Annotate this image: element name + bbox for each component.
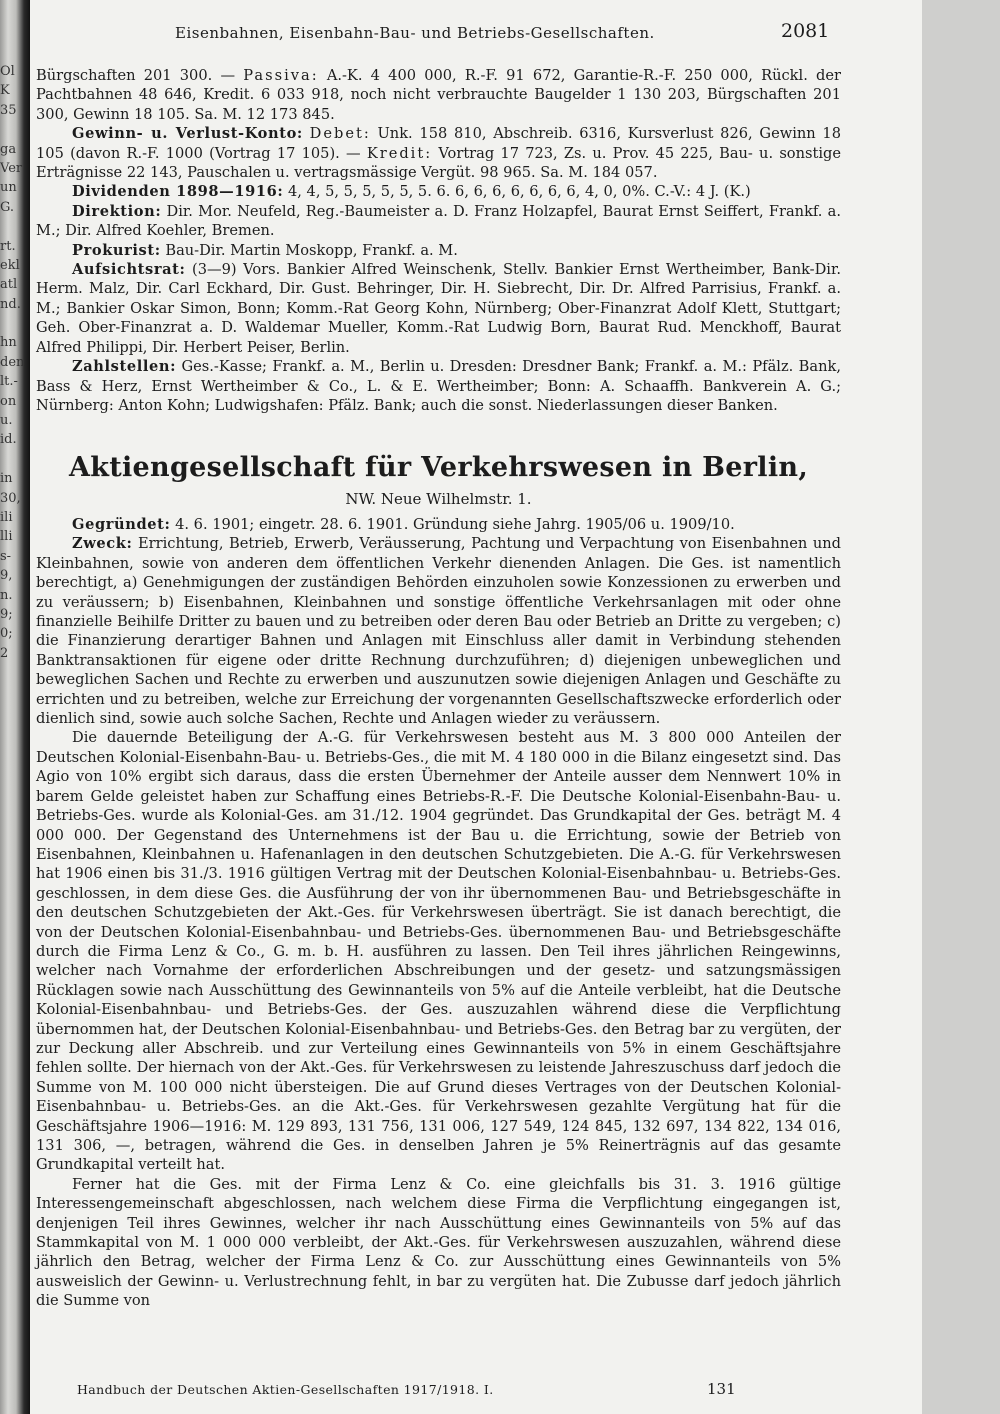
running-head: Eisenbahnen, Eisenbahn-Bau- und Betriebs-Gesellschaften. xyxy=(175,24,655,42)
previous-column-fragment: s- xyxy=(0,548,12,564)
previous-column-fragment: nd. xyxy=(0,296,21,312)
previous-column-fragment xyxy=(0,450,28,469)
previous-column-fragment: 35 xyxy=(0,102,17,118)
previous-column-fragment: 0; xyxy=(0,626,13,642)
previous-column-fragment: 30, xyxy=(0,490,21,506)
passiva-label: Passiva: xyxy=(243,67,319,84)
beteiligung-paragraph: Die dauernde Beteiligung der A.-G. für Verkehrswesen besteht aus M. 3 800 000 Anteilen der Deutschen Kolonial-Eisenbahn-Bau- u. Betriebs-Ges., die mit M. 4 180 000 in die Bilanz eingesetzt sind. Das Agio von 10% ergibt sich daraus, dass die ersten Übernehmer der Anteile ausser dem Nennwert 10% in barem Gelde geleistet haben zur Schaffung eines Betriebs-R.-F. Die Deutsche Kolonial-Eisenbahn-Bau- u. Betriebs-Ges. wurde als Kolonial-Ges. am 31./12. 1904 gegründet. Das Grundkapital der Ges. beträgt M. 4 000 000. Der Gegenstand des Unternehmens ist der Bau u. die Errichtung, sowie der Betrieb von Eisenbahnen, Kleinbahnen u. Hafenanlagen in den deutschen Schutzgebieten. Die A.-G. für Verkehrswesen hat 1906 einen bis 31./3. 1916 gültigen Vertrag mit der Deutschen Kolonial-Eisenbahnbau- u. Betriebs-Ges. geschlossen, in dem diese Ges. die Ausführung der von ihr übernommenen Bau- und Betriebsgeschäfte in den deutschen Schutzgebieten der Akt.-Ges. für Verkehrswesen überträgt. Sie ist danach berechtigt, die von der Deutschen Kolonial-Eisenbahnbau- und Betriebs-Ges. übernommenen Bau- und Betriebsgeschäfte durch die Firma Lenz & Co., G. m. b. H. ausführen zu lassen. Den Teil ihres jährlichen Reingewinns, welcher nach Vornahme der erforderlichen Abschreibungen und der gesetz- und satzungsmässigen Rücklagen sowie nach Ausschüttung des Gewinnanteils von 5% auf die Anteile verbleibt, hat die Deutsche Kolonial-Eisenbahnbau- und Betriebs-Ges. der Ges. auszuzahlen während diese die Verpflichtung übernommen hat, der Deutschen Kolonial-Eisenbahnbau- und Betriebs-Ges. den Betrag bar zu vergüten, der zur Deckung aller Abschreib. und zur Verteilung eines Gewinnanteils von 5% in einem Geschäftsjahre fehlen sollte. Der hiernach von der Akt.-Ges. für Verkehrswesen zu leistende Jahreszuschuss darf jedoch die Summe von M. 100 000 nicht übersteigen. Die auf Grund dieses Vertrages von der Deutschen Kolonial-Eisenbahnbau- u. Betriebs-Ges. an die Akt.-Ges. für Verkehrswesen gezahlte Vergütung hat für die Geschäftsjahre 1906—1916: M. 129 893, 131 756, 131 006, 127 549, 124 845, 132 697, 134 822, 134 016, 131 306, —, betragen, während die Ges. in denselben Jahren je 5% Reinerträgnis auf das gesamte Grundkapital verteilt hat. xyxy=(36,729,842,1174)
direktion-paragraph: Direktion: Dir. Mor. Neufeld, Reg.-Baumeister a. D. Franz Holzapfel, Baurat Ernst Seiffert, Frankf. a. M.; Dir. Alfred Koehler, Bremen. xyxy=(36,202,841,240)
page-number: 2081 xyxy=(781,20,830,42)
previous-column-fragment: id. xyxy=(0,432,17,448)
previous-column-fragment: in xyxy=(0,471,13,487)
prokurist-paragraph: Prokurist: Bau-Dir. Martin Moskopp, Frankf. a. M. xyxy=(72,241,458,259)
previous-column-fragment: den xyxy=(0,354,25,370)
previous-column-fragment xyxy=(0,120,28,139)
zweck-paragraph: Zweck: Errichtung, Betrieb, Erwerb, Veräusserung, Pachtung und Verpachtung von Eisenbahnen und Kleinbahnen, sowie von anderen dem öffentlichen Verkehr dienenden Anlagen. Die Ges. ist namentlich berechtigt, a) Genehmigungen der zuständigen Behörden einzuholen sowie Konzessionen zu erwerben und zu veräussern; b) Eisenbahnen, Kleinbahnen und sonstige öffentliche Verkehrsanlagen mit oder ohne finanzielle Beihilfe Dritter zu bauen und zu betreiben oder deren Bau oder Betrieb an Dritte zu vergeben; c) die Finanzierung derartiger Bahnen und Anlagen mit Einschluss aller damit in Verbindung stehenden Banktransaktionen für eigene oder dritte Rechnung durchzuführen; d) diejenigen unbeweglichen und beweglichen Sachen und Rechte zu erwerben und auszunutzen sowie diejenigen Anlagen und Geschäfte zu errichten und zu betreiben, welche zur Erreichung der vorgenannten Gesellschaftszwecke erforderlich oder dienlich sind, sowie auch solche Sachen, Rechte und Anlagen wieder zu veräussern. xyxy=(36,535,841,728)
previous-column-fragment: on xyxy=(0,393,17,409)
previous-column-fragment: Ver xyxy=(0,160,23,176)
company-address: NW. Neue Wilhelmstr. 1. xyxy=(345,490,532,508)
previous-column-fragment xyxy=(0,314,28,333)
previous-column-fragment: lli xyxy=(0,529,13,545)
previous-column-fragment: ekl xyxy=(0,257,20,273)
gv-label: Gewinn- u. Verlust-Konto: xyxy=(72,125,303,143)
previous-column-fragment: u. xyxy=(0,413,13,429)
previous-column-fragment xyxy=(0,217,28,236)
dividenden-paragraph: Dividenden 1898—1916: 4, 4, 5, 5, 5, 5, 5, 5. 6. 6, 6, 6, 6, 6, 6, 6, 4, 0, 0%. C.-V.: 4 J. (K.) xyxy=(72,183,751,201)
scan-background xyxy=(922,0,1000,1414)
company-entry xyxy=(36,515,841,1311)
previous-column-fragment: n. xyxy=(0,587,13,603)
previous-column-fragment: 9; xyxy=(0,606,13,622)
company-title: Aktiengesellschaft für Verkehrswesen in Berlin, xyxy=(68,452,809,483)
gegruendet-paragraph: Gegründet: 4. 6. 1901; eingetr. 28. 6. 1901. Gründung siehe Jahrg. 1905/06 u. 1909/10. xyxy=(72,516,735,533)
previous-column-fragment: Ol xyxy=(0,64,15,79)
previous-column-fragment: ili xyxy=(0,509,13,525)
previous-column-fragment: 9, xyxy=(0,568,13,584)
previous-column-fragment: atl xyxy=(0,277,18,293)
gv-konto-paragraph: Gewinn- u. Verlust-Konto: Debet: Unk. 158 810, Abschreib. 6316, Kursverlust 826, Gewinn 18 105 (davon R.-F. 1000 (Vortrag 17 105). — Kredit: Vortrag 17 723, Zs. u. Prov. 45 225, Bau- u. sonstige Erträgnisse 22 143, Pauschalen u. vertragsmässige Vergüt. 98 965. Sa. M. 184 057. xyxy=(36,125,841,182)
previous-column-fragment: un xyxy=(0,180,17,196)
interessengemeinschaft-paragraph: Ferner hat die Ges. mit der Firma Lenz & Co. eine gleichfalls bis 31. 3. 1916 gültige Interessengemeinschaft abgeschlossen, nach welchem diese Firma die Verpflichtung eingegangen ist, denjenigen Teil ihres Gewinnes, welcher ihr nach Ausschüttung eines Gewinnanteils von 5% auf das Stammkapital von M. 1 000 000 verbleibt, der Akt.-Ges. für Verkehrswesen auszuzahlen, während diese jährlich den Betrag, welcher der Firma Lenz & Co. zur Ausschüttung eines Gewinnanteils von 5% ausweislich der Gewinn- u. Verlustrechnung fehlt, in bar zu vergüten hat. Die Zubusse darf jedoch jährlich die Summe von xyxy=(36,1175,841,1310)
aufsichtsrat-paragraph: Aufsichtsrat: (3—9) Vors. Bankier Alfred Weinschenk, Stellv. Bankier Ernst Wertheimber, Bank-Dir. Herm. Malz, Dir. Carl Eckhard, Dir. Gust. Behringer, Dir. H. Siebrecht, Dir. Dr. Alfred Parrisius, Frankf. a. M.; Bankier Oskar Simon, Bonn; Komm.-Rat Georg Kohn, Nürnberg; Ober-Finanzrat Adolf Klett, Stuttgart; Geh. Ober-Finanzrat a. D. Waldemar Mueller, Komm.-Rat Ludwig Born, Baurat Rud. Menckhoff, Baurat Alfred Philippi, Dir. Herbert Peiser, Berlin. xyxy=(36,261,841,356)
previous-company-entry xyxy=(36,66,841,415)
previous-column-fragment: 2 xyxy=(0,645,9,661)
passiva-paragraph: Bürgschaften 201 300. — Passiva: A.-K. 4 400 000, R.-F. 91 672, Garantie-R.-F. 250 000, Rückl. der Pachtbahnen 48 646, Kredit. 6 033 918, noch nicht verbrauchte Baugelder 1 130 203, Bürgschaften 201 300, Gewinn 18 105. Sa. M. 12 173 845. xyxy=(36,67,841,123)
previous-column-fragment: ga xyxy=(0,141,17,157)
previous-column-fragment: lt.- xyxy=(0,374,18,390)
signature-mark: 131 xyxy=(707,1380,736,1398)
zahlstellen-paragraph: Zahlstellen: Ges.-Kasse; Frankf. a. M., Berlin u. Dresden: Dresdner Bank; Frankf. a. M.: Pfälz. Bank, Bass & Herz, Ernst Wertheimber & Co., L. & E. Wertheimber; Bonn: A. Schaaffh. Bankverein A. G.; Nürnberg: Anton Kohn; Ludwigshafen: Pfälz. Bank; auch die sonst. Niederlassungen dieser Banken. xyxy=(36,358,841,414)
previous-column-fragment: rt. xyxy=(0,238,16,254)
previous-column-fragment: K xyxy=(0,83,10,99)
previous-page-column xyxy=(0,62,28,663)
previous-column-fragment: hn xyxy=(0,335,17,351)
page-footer: Handbuch der Deutschen Aktien-Gesellschaften 1917/1918. I. xyxy=(77,1382,494,1397)
previous-column-fragment: G. xyxy=(0,199,15,215)
